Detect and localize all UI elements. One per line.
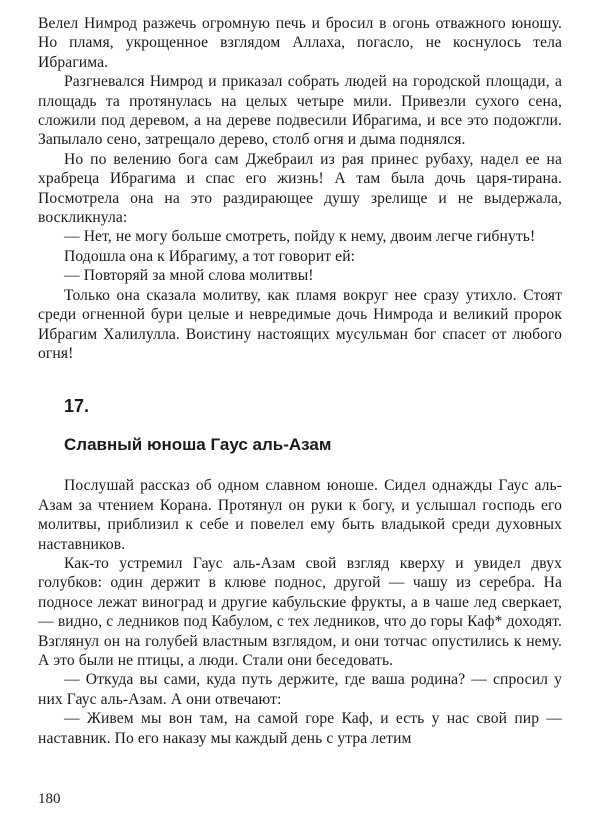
page-number: 180 (38, 791, 61, 807)
story-text (38, 476, 562, 748)
paragraph: Как-то устремил Гаус аль-Азам свой взгляд кверху и увидел двух голубков: один держит в клюве поднос, другой — чашу из серебра. На подносе лежат виноград и другие кабульские фрукты, а в чаше лед сверкает,— видно, с ледников под Кабулом, с тех ледников, что до горы Каф* доходят. Взглянул он на голубей властным взглядом, и они тотчас опустились к нему. А это были не птицы, а люди. Стали они беседовать. (38, 554, 562, 669)
chapter-title: Славный юноша Гаус аль-Азам (64, 435, 332, 455)
paragraph: — Живем мы вон там, на самой горе Каф, и есть у нас свой пир — наставник. По его наказу мы каждый день с утра летим (38, 710, 562, 747)
paragraph: Но по велению бога сам Джебраил из рая принес рубаху, надел ее на храбреца Ибрагима и спас его жизнь! А там была дочь царя-тирана. Посмотрела она на это раздирающее душу зрелище и не выдержала, воскликнула: (38, 150, 562, 227)
paragraph: Только она сказала молитву, как пламя вокруг нее сразу утихло. Стоят среди огненной бури целые и невредимые дочь Нимрода и великий пророк Ибрагим Халилулла. Воистину настоящих мусульман бог спасет от любого огня! (38, 286, 562, 362)
chapter-number: 17. (64, 396, 90, 417)
paragraph: Подошла она к Ибрагиму, а тот говорит ей: (64, 247, 356, 265)
paragraph: — Повторяй за мной слова молитвы! (64, 267, 314, 285)
paragraph: Разгневался Нимрод и приказал собрать людей на городской площади, а площадь та протянулась на целых четыре мили. Привезли сухого сена, сложили под деревом, а на дереве подвесили Ибрагима, и все это подожгли. Запылало сено, затрещало дерево, столб огня и дыма поднялся. (38, 73, 562, 149)
paragraph: Послушай рассказ об одном славном юноше. Сидел однажды Гаус аль-Азам за чтением Корана. Протянул он руки к богу, и услышал господь его молитвы, приблизил к себе и повелел ему быть владыкой среди духовных наставников. (38, 477, 562, 553)
paragraph: — Нет, не могу больше смотреть, пойду к нему, двоим легче гибнуть! (64, 228, 536, 246)
previous-story-text (38, 14, 562, 363)
paragraph: — Откуда вы сами, куда путь держите, где ваша родина? — спросил у них Гаус аль-Азам. А они отвечают: (38, 671, 562, 708)
paragraph: Велел Нимрод разжечь огромную печь и бросил в огонь отважного юношу. Но пламя, укрощенное взглядом Аллаха, погасло, не коснулось тела Ибрагима. (38, 15, 562, 71)
book-page (38, 14, 562, 814)
